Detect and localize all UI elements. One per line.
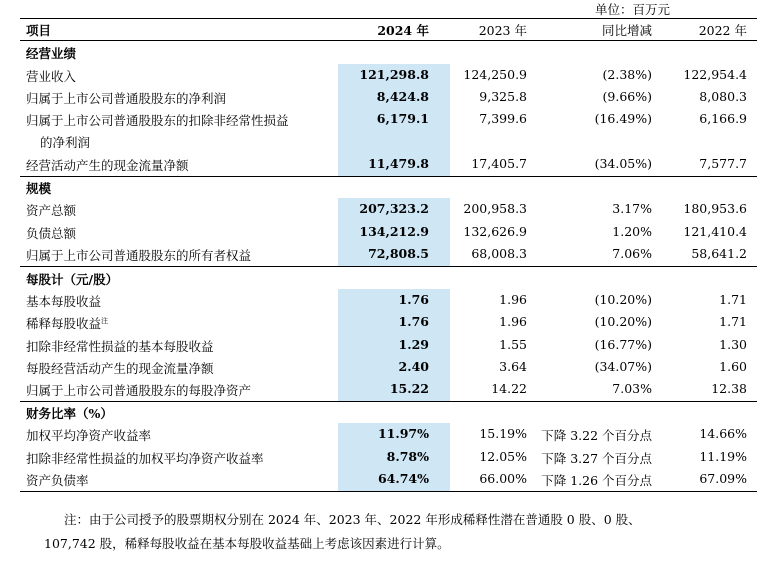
value-2022: 121,410.4 [683, 224, 747, 239]
value-yoy: 下降 1.26 个百分点 [541, 473, 652, 488]
value-2022: 1.71 [719, 292, 747, 307]
value-2022: 180,953.6 [683, 201, 747, 216]
section-title-row [20, 41, 757, 63]
value-2024: 6,179.1 [376, 111, 429, 126]
section-title: 财务比率（%） [26, 406, 113, 421]
table-row [20, 446, 757, 468]
value-2022: 11.19% [699, 449, 747, 464]
row-label: 加权平均净资产收益率 [26, 428, 152, 443]
value-2023: 68,008.3 [471, 246, 527, 261]
value-yoy: (34.07%) [594, 359, 652, 374]
section-title-row [20, 401, 757, 423]
value-yoy: (2.38%) [602, 67, 652, 82]
row-label [26, 314, 108, 332]
value-2024: 15.22 [389, 381, 429, 396]
value-yoy: (9.66%) [602, 89, 652, 104]
table-row [20, 198, 757, 220]
value-yoy: (16.77%) [594, 337, 652, 352]
header-yoy: 同比增减 [601, 23, 652, 38]
footnote-line-2: 107,742 股，稀释每股收益在基本每股收益基础上考虑该因素进行计算。 [44, 536, 450, 551]
value-2022: 1.60 [719, 359, 747, 374]
value-2022: 7,577.7 [699, 156, 747, 171]
value-2024: 8,424.8 [376, 89, 429, 104]
value-2023: 1.96 [499, 314, 527, 329]
footnote [44, 508, 724, 556]
row-label: 负债总额 [26, 226, 77, 241]
section-title: 每股计（元/股） [26, 272, 119, 287]
table-row [20, 289, 757, 311]
header-2024: 2024 年 [377, 23, 429, 38]
table-row [20, 243, 757, 265]
value-2023: 14.22 [491, 381, 527, 396]
value-yoy: (10.20%) [594, 292, 652, 307]
value-2022: 8,080.3 [699, 89, 747, 104]
value-2022: 1.30 [719, 337, 747, 352]
section-title-row [20, 176, 757, 198]
value-2024: 1.76 [398, 314, 429, 329]
value-2024: 8.78% [386, 449, 429, 464]
table-row [20, 334, 757, 356]
row-label: 资产负债率 [26, 473, 89, 488]
value-2023: 9,325.8 [479, 89, 527, 104]
row-label: 资产总额 [26, 203, 77, 218]
value-yoy: 3.17% [612, 201, 652, 216]
table-bottom-rule [20, 491, 757, 492]
footnote-line-1: 注：由于公司授予的股票期权分别在 2024 年、2023 年、2022 年形成稀释性潜在普通股 0 股、0 股、 [64, 512, 641, 527]
row-label: 每股经营活动产生的现金流量净额 [26, 361, 214, 376]
value-2024: 72,808.5 [368, 246, 429, 261]
value-2023: 15.19% [479, 426, 527, 441]
value-2024: 207,323.2 [359, 201, 429, 216]
value-yoy: 7.03% [612, 381, 652, 396]
value-2023: 1.96 [499, 292, 527, 307]
row-label-continued: 的净利润 [40, 135, 91, 150]
row-label: 归属于上市公司普通股股东的所有者权益 [26, 248, 252, 263]
table-row [20, 423, 757, 445]
table-row [20, 153, 757, 175]
header-item: 项目 [26, 23, 52, 38]
value-2023: 132,626.9 [463, 224, 527, 239]
value-2022: 58,641.2 [691, 246, 747, 261]
row-label: 归属于上市公司普通股股东的扣除非经常性损益 [26, 113, 289, 128]
table-row [20, 311, 757, 333]
row-label: 归属于上市公司普通股股东的每股净资产 [26, 383, 252, 398]
section-title: 规模 [26, 181, 52, 196]
value-yoy: (34.05%) [594, 156, 652, 171]
value-2023: 7,399.6 [479, 111, 527, 126]
value-yoy: 下降 3.27 个百分点 [541, 451, 652, 466]
value-2022: 1.71 [719, 314, 747, 329]
footnote-marker: 注 [101, 316, 109, 325]
value-2024: 11.97% [377, 426, 429, 441]
value-yoy: 下降 3.22 个百分点 [541, 428, 652, 443]
value-2022: 12.38 [711, 381, 747, 396]
row-label: 经营活动产生的现金流量净额 [26, 158, 189, 173]
value-2022: 6,166.9 [699, 111, 747, 126]
table-header-row [20, 18, 757, 40]
value-2023: 200,958.3 [463, 201, 527, 216]
value-2022: 67.09% [699, 471, 747, 486]
value-2023: 17,405.7 [471, 156, 527, 171]
header-2023: 2023 年 [478, 23, 527, 38]
table-row [20, 468, 757, 490]
section-title: 经营业绩 [26, 46, 77, 61]
value-yoy: 1.20% [612, 224, 652, 239]
value-2022: 122,954.4 [683, 67, 747, 82]
table-row [20, 86, 757, 108]
value-2024: 134,212.9 [359, 224, 429, 239]
table-row [20, 221, 757, 243]
value-yoy: 7.06% [612, 246, 652, 261]
value-yoy: (10.20%) [594, 314, 652, 329]
row-label: 基本每股收益 [26, 294, 102, 309]
section-title-row [20, 267, 757, 289]
value-2022: 14.66% [699, 426, 747, 441]
row-label: 营业收入 [26, 69, 77, 84]
row-label: 扣除非经常性损益的加权平均净资产收益率 [26, 451, 264, 466]
value-2023: 12.05% [479, 449, 527, 464]
table-row [20, 64, 757, 86]
header-2022: 2022 年 [698, 23, 747, 38]
value-2024: 2.40 [398, 359, 429, 374]
value-2024: 64.74% [377, 471, 429, 486]
value-2023: 1.55 [499, 337, 527, 352]
value-2024: 1.29 [398, 337, 429, 352]
value-2023: 124,250.9 [463, 67, 527, 82]
row-label: 归属于上市公司普通股股东的净利润 [26, 91, 227, 106]
table-row [20, 378, 757, 400]
value-2024: 11,479.8 [368, 156, 429, 171]
value-2023: 3.64 [499, 359, 527, 374]
table-row [20, 108, 757, 152]
value-yoy: (16.49%) [594, 111, 652, 126]
row-label: 扣除非经常性损益的基本每股收益 [26, 339, 214, 354]
row-label-text: 稀释每股收益 [26, 316, 102, 331]
value-2023: 66.00% [479, 471, 527, 486]
value-2024: 121,298.8 [359, 67, 429, 82]
table-row [20, 356, 757, 378]
unit-label: 单位：百万元 [595, 2, 671, 17]
value-2024: 1.76 [398, 292, 429, 307]
